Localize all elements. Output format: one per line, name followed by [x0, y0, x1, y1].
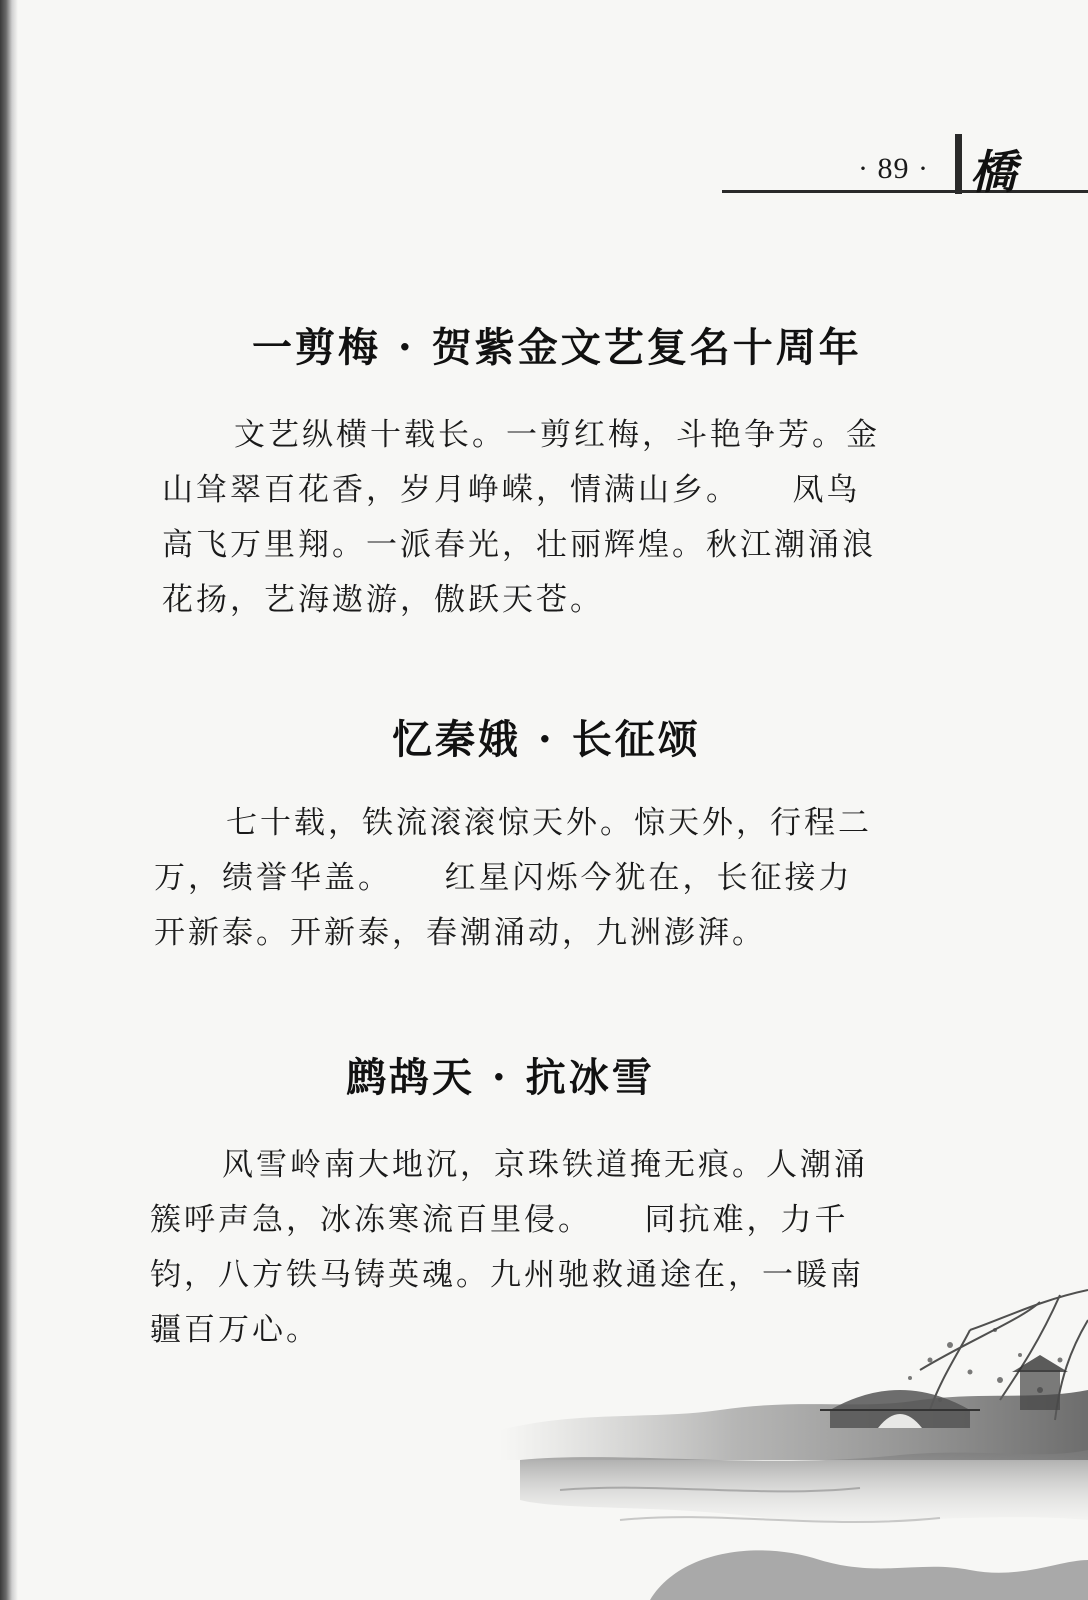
page-number: · 89 · [858, 152, 929, 185]
poem-line: 疆百万心。 [150, 1312, 320, 1348]
poem-title: 一剪梅 · 贺紫金文艺复名十周年 [252, 324, 862, 371]
poem-line: 钧，八方铁马铸英魂。九州驰救通途在，一暖南 [150, 1257, 864, 1293]
poem-title: 鹧鸪天 · 抗冰雪 [346, 1054, 655, 1101]
running-head: 橋 [970, 145, 1016, 199]
header-rule [722, 190, 1088, 193]
poem-line: 七十载，铁流滚滚惊天外。惊天外，行程二 [226, 805, 872, 841]
poem-title: 忆秦娥 · 长征颂 [392, 716, 701, 763]
poem-line: 高飞万里翔。一派春光，壮丽辉煌。秋江潮涌浪 [162, 527, 876, 563]
arched-bridge [820, 1390, 980, 1428]
poem-line: 万，绩誉华盖。 红星闪烁今犹在，长征接力 [154, 860, 853, 896]
poem-body [162, 408, 880, 628]
poem-line: 山耸翠百花香，岁月峥嵘，情满山乡。 凤鸟 [162, 472, 861, 508]
poem-line: 簇呼声急，冰冻寒流百里侵。 同抗难，力千 [150, 1202, 849, 1238]
poem-line: 开新泰。开新泰，春潮涌动，九洲澎湃。 [154, 915, 766, 951]
ink-landscape-illustration [500, 1260, 1088, 1600]
poem-line: 风雪岭南大地沉，京珠铁道掩无痕。人潮涌 [222, 1147, 868, 1183]
poem-line: 花扬，艺海遨游，傲跃天苍。 [162, 582, 604, 618]
binding-edge [0, 0, 18, 1600]
poem-body [154, 796, 872, 961]
header-bar [955, 134, 962, 194]
poem-line: 文艺纵横十载长。一剪红梅，斗艳争芳。金 [234, 417, 880, 453]
